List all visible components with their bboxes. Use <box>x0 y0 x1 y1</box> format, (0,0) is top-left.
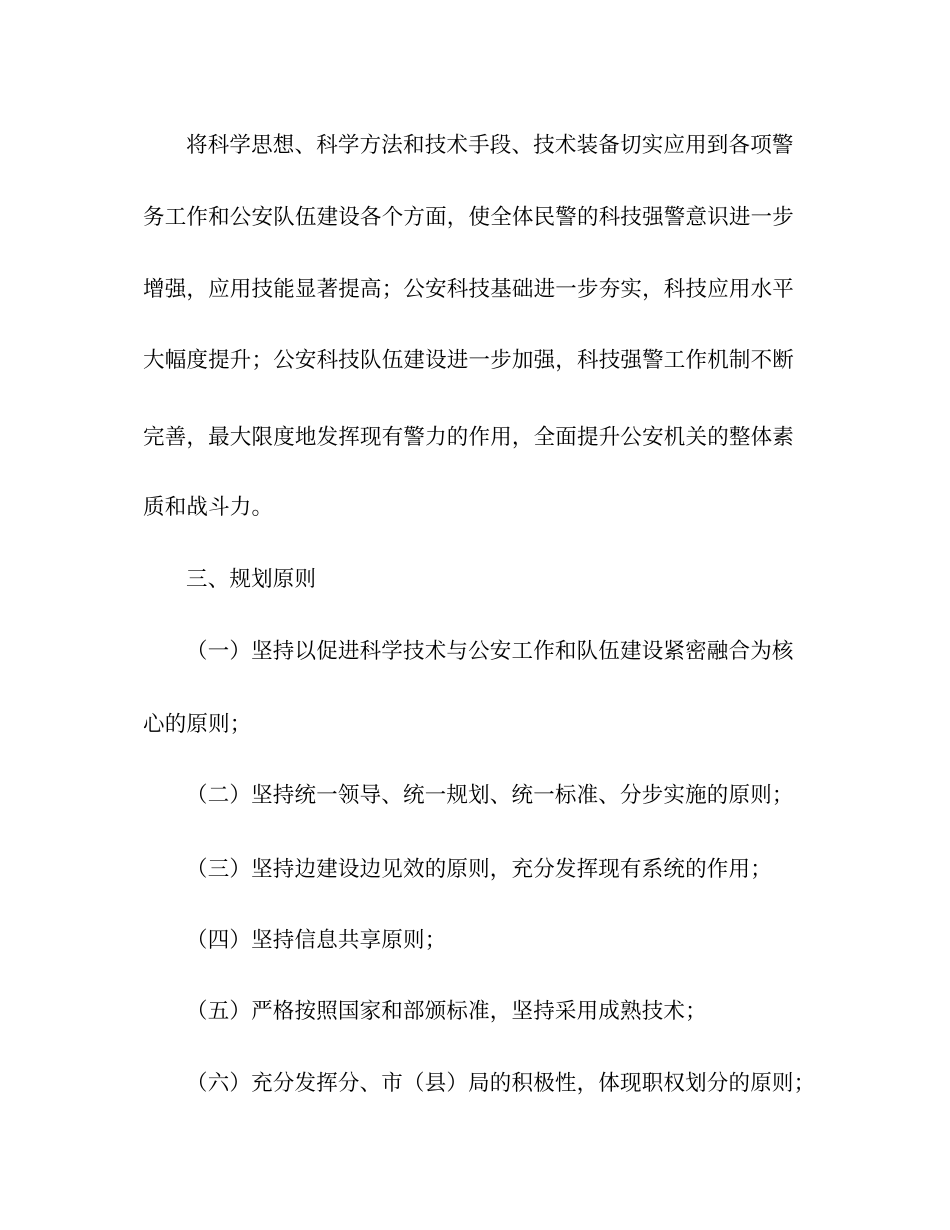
paragraph-intro-line-2: 务工作和公安队伍建设各个方面，使全体民警的科技强警意识进一步 <box>143 205 795 230</box>
principle-3: （三）坚持边建设边见效的原则，充分发挥现有系统的作用； <box>186 857 772 882</box>
paragraph-intro-line-5: 完善，最大限度地发挥现有警力的作用，全面提升公安机关的整体素 <box>143 425 795 450</box>
paragraph-intro-line-1: 将科学思想、科学方法和技术手段、技术装备切实应用到各项警 <box>186 133 794 158</box>
principle-5: （五）严格按照国家和部颁标准，坚持采用成熟技术； <box>186 999 707 1024</box>
principle-1-line-2: 心的原则； <box>143 712 252 737</box>
principle-2: （二）坚持统一领导、统一规划、统一标准、分步实施的原则； <box>186 783 794 808</box>
section-heading: 三、规划原则 <box>186 567 317 592</box>
principle-1-line-1: （一）坚持以促进科学技术与公安工作和队伍建设紧密融合为核 <box>186 639 794 664</box>
paragraph-intro-line-3: 增强，应用技能显著提高；公安科技基础进一步夯实，科技应用水平 <box>143 277 795 302</box>
principle-6: （六）充分发挥分、市（县）局的积极性，体现职权划分的原则； <box>186 1071 816 1096</box>
paragraph-intro-line-4: 大幅度提升；公安科技队伍建设进一步加强，科技强警工作机制不断 <box>143 348 795 373</box>
principle-4: （四）坚持信息共享原则； <box>186 928 447 953</box>
paragraph-intro-line-6: 质和战斗力。 <box>143 495 274 520</box>
